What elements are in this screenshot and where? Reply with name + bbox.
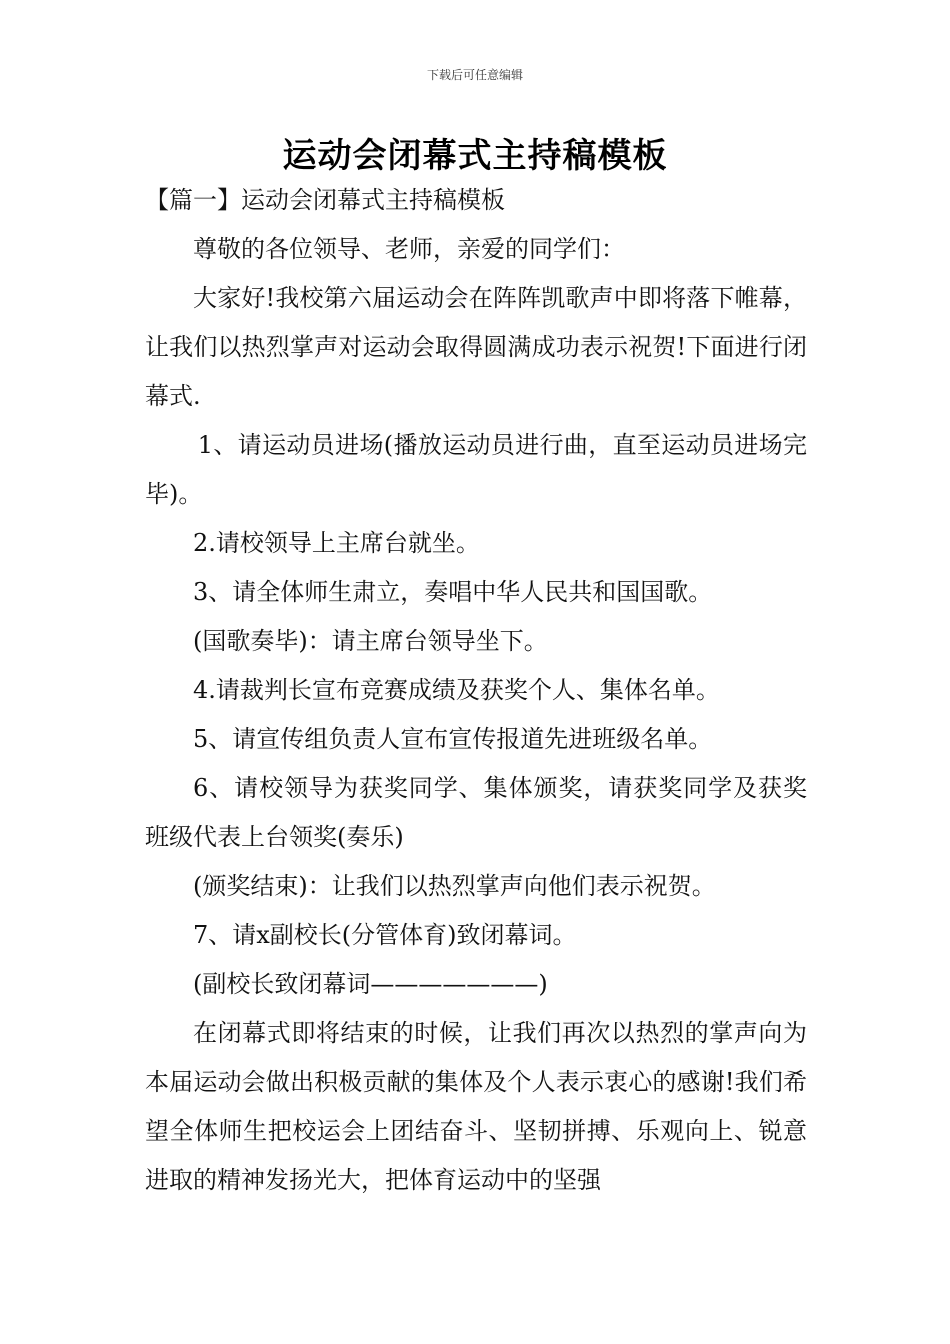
paragraph-step-4: 4.请裁判长宣布竞赛成绩及获奖个人、集体名单。 bbox=[193, 676, 720, 704]
paragraph-step-2: 2.请校领导上主席台就坐。 bbox=[193, 529, 480, 557]
document-body bbox=[145, 176, 807, 1205]
section-heading: 【篇一】运动会闭幕式主持稿模板 bbox=[145, 186, 505, 214]
paragraph-award-done: (颁奖结束)：让我们以热烈掌声向他们表示祝贺。 bbox=[193, 872, 716, 900]
paragraph-step-1: 1、请运动员进场(播放运动员进行曲，直至运动员进场完毕)。 bbox=[145, 431, 807, 508]
paragraph-closing-speech: (副校长致闭幕词———————) bbox=[193, 970, 548, 998]
paragraph-step-3: 3、请全体师生肃立，奏唱中华人民共和国国歌。 bbox=[193, 578, 713, 606]
paragraph-closing-thanks: 在闭幕式即将结束的时候，让我们再次以热烈的掌声向为本届运动会做出积极贡献的集体及个人表示衷心的感谢!我们希望全体师生把校运会上团结奋斗、坚韧拼搏、乐观向上、锐意进取的精神发扬光大，把体育运动中的坚强 bbox=[145, 1019, 807, 1194]
paragraph-step-5: 5、请宣传组负责人宣布宣传报道先进班级名单。 bbox=[193, 725, 713, 753]
paragraph-step-6: 6、请校领导为获奖同学、集体颁奖，请获奖同学及获奖班级代表上台领奖(奏乐) bbox=[145, 774, 807, 851]
paragraph-anthem-done: (国歌奏毕)：请主席台领导坐下。 bbox=[193, 627, 548, 655]
paragraph-greeting: 尊敬的各位领导、老师，亲爱的同学们： bbox=[193, 235, 625, 263]
paragraph-opening: 大家好!我校第六届运动会在阵阵凯歌声中即将落下帷幕，让我们以热烈掌声对运动会取得圆满成功表示祝贺!下面进行闭幕式. bbox=[145, 284, 807, 410]
header-note: 下载后可任意编辑 bbox=[426, 68, 523, 82]
document-title: 运动会闭幕式主持稿模板 bbox=[282, 136, 668, 176]
paragraph-step-7: 7、请x副校长(分管体育)致闭幕词。 bbox=[193, 921, 577, 949]
